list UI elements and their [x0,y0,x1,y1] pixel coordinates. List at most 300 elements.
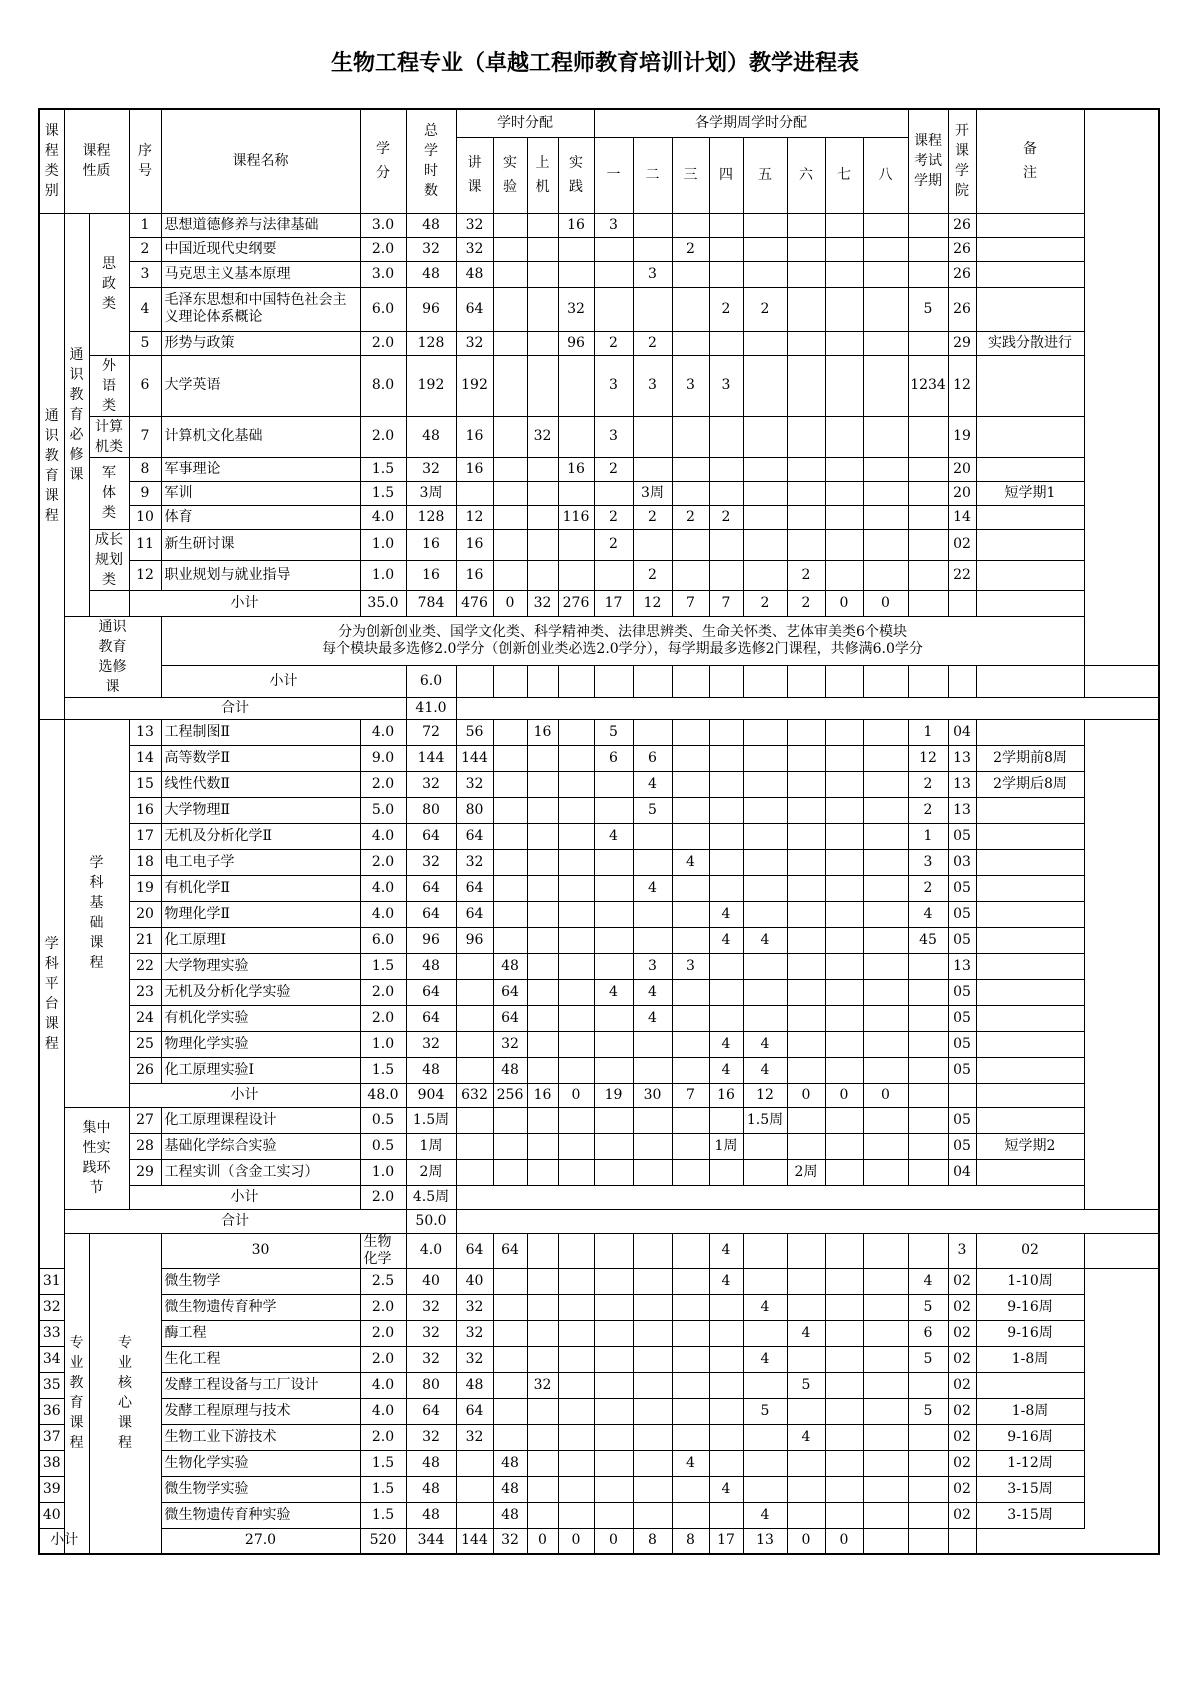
group-computer-text: 计算机类 [95,418,123,455]
course-value [825,560,863,590]
course-value: 02 [948,1372,976,1398]
course-value [493,771,527,797]
course-value: 4.0 [360,823,406,849]
course-value [743,529,787,560]
course-value: 05 [948,927,976,953]
course-name: 思想道德修养与法律基础 [161,213,360,237]
course-seq: 6 [129,355,161,416]
course-note [976,849,1084,875]
course-value: 1.5 [360,1057,406,1083]
course-value: 4.0 [360,875,406,901]
course-value [672,1107,709,1133]
course-value [527,823,558,849]
course-value [558,953,594,979]
course-value: 2 [672,237,709,261]
course-value [558,529,594,560]
course-value [863,901,908,927]
course-value: 2 [633,560,672,590]
course-value [594,287,633,331]
course-value [908,261,948,287]
course-value: 5 [743,1398,787,1424]
header-notes [976,109,1084,213]
course-value [456,1005,493,1031]
course-value [527,560,558,590]
course-value [743,213,787,237]
course-note: 3-15周 [976,1476,1084,1502]
course-note [976,505,1084,529]
course-value [456,1476,493,1502]
course-value: 2 [594,529,633,560]
course-value: 32 [406,1320,456,1346]
course-value: 5 [908,1398,948,1424]
header-notes-text: 备注 [1023,141,1038,182]
subtotal-value [863,1528,908,1554]
course-value: 12 [908,745,948,771]
course-value [908,1372,948,1398]
course-name: 微生物遗传育种实验 [161,1502,360,1528]
subtotal-value [787,665,825,697]
course-value [743,457,787,481]
header-college-text: 开课学院 [955,123,970,200]
course-value: 96 [406,287,456,331]
course-value: 05 [948,875,976,901]
total-row [39,1209,1159,1233]
subtotal-value: 7 [709,590,743,616]
course-name: 有机化学Ⅱ [161,875,360,901]
course-value: 5 [908,287,948,331]
course-value: 16 [456,457,493,481]
subtotal-value: 13 [743,1528,787,1554]
elective-row [39,616,1159,665]
course-note [976,719,1084,745]
course-value [787,771,825,797]
course-note [976,979,1084,1005]
course-name: 电工电子学 [161,849,360,875]
course-value [493,261,527,287]
course-value: 05 [948,1005,976,1031]
course-value: 144 [456,745,493,771]
course-value: 64 [406,875,456,901]
course-value [709,237,743,261]
course-value: 32 [456,771,493,797]
course-value [908,979,948,1005]
course-value: 1.5 [360,1502,406,1528]
course-value: 2.0 [360,237,406,261]
subtotal-value: 784 [406,590,456,616]
course-value [672,1233,709,1268]
course-value: 5.0 [360,797,406,823]
course-value [456,1450,493,1476]
document-title: 生物工程专业（卓越工程师教育培训计划）教学进程表 [330,51,859,76]
course-value [787,1502,825,1528]
course-value: 96 [456,927,493,953]
course-value [863,1268,908,1294]
course-name: 职业规划与就业指导 [161,560,360,590]
course-value [787,797,825,823]
subtotal-value: 0 [527,1528,558,1554]
header-experiment-text: 实验 [503,155,518,195]
course-value: 96 [406,927,456,953]
course-value: 16 [558,457,594,481]
course-value [908,1057,948,1083]
elective-description-line: 每个模块最多选修2.0学分（创新创业类必选2.0学分），每学期最多选修2门课程，共修满6.0学分 [322,640,923,657]
course-value [825,979,863,1005]
header-computer [527,137,558,213]
course-value: 05 [948,823,976,849]
course-value [825,875,863,901]
course-value: 2.0 [360,1346,406,1372]
course-value [825,1320,863,1346]
course-name: 物理化学实验 [161,1031,360,1057]
course-value [908,1005,948,1031]
header-credits-text: 学分 [376,141,391,182]
course-name: 发酵工程设备与工厂设计 [161,1372,360,1398]
course-value: 64 [456,1398,493,1424]
subtotal-spacer [89,590,129,616]
course-seq: 24 [129,1005,161,1031]
header-weekly-dist: 各学期周学时分配 [594,109,908,137]
course-value [594,1159,633,1185]
course-value: 05 [948,1031,976,1057]
course-value [456,1107,493,1133]
course-value [594,1107,633,1133]
course-row [39,1133,1159,1159]
header-seq [129,109,161,213]
course-row [39,745,1159,771]
course-value [594,927,633,953]
course-value [709,797,743,823]
course-value [709,1346,743,1372]
course-row [39,481,1159,505]
section-professional-text: 专业教育课程 [69,1335,84,1452]
course-value [709,560,743,590]
subtotal-value [594,665,633,697]
course-seq: 13 [129,719,161,745]
course-name: 马克思主义基本原理 [161,261,360,287]
course-name: 基础化学综合实验 [161,1133,360,1159]
course-value: 1.0 [360,1159,406,1185]
course-note: 1-12周 [976,1450,1084,1476]
course-value [908,505,948,529]
subtotal-label: 小计 [129,590,360,616]
course-value [527,1502,558,1528]
course-value [825,1502,863,1528]
subtotal-value: 0 [863,590,908,616]
course-note [976,416,1084,457]
course-value: 16 [527,719,558,745]
course-value: 2.0 [360,1424,406,1450]
subtotal-value: 0 [493,590,527,616]
course-value [709,771,743,797]
course-value [594,1346,633,1372]
course-row [39,1057,1159,1083]
course-value: 40 [456,1268,493,1294]
course-value: 26 [948,287,976,331]
course-value: 32 [456,213,493,237]
course-note: 9-16周 [976,1320,1084,1346]
header-category-text: 课程类别 [44,123,59,200]
course-name: 高等数学Ⅱ [161,745,360,771]
header-nature [64,109,129,213]
subtotal-value: 16 [709,1083,743,1107]
course-value [527,1346,558,1372]
course-value [709,979,743,1005]
course-value [743,1233,787,1268]
course-value [493,355,527,416]
subtotal-value [633,665,672,697]
subtotal-value: 256 [493,1083,527,1107]
course-value: 2 [633,505,672,529]
course-value [709,331,743,355]
curriculum-table [38,108,1160,1555]
section-discipline-basic-text: 学科基础课程 [89,855,104,971]
course-value: 4 [743,1031,787,1057]
course-value [672,1502,709,1528]
subtotal-value [948,665,976,697]
course-value: 2周 [787,1159,825,1185]
subtotal-value [1084,665,1159,697]
section-general-elective [64,616,161,697]
course-value [493,529,527,560]
subtotal-value: 0 [825,1083,863,1107]
course-value: 3周 [406,481,456,505]
course-value: 1周 [709,1133,743,1159]
course-value: 05 [948,979,976,1005]
course-value: 4 [633,771,672,797]
total-blank [456,1209,1159,1233]
course-value [863,1398,908,1424]
course-value [493,331,527,355]
course-value: 32 [456,849,493,875]
course-value: 02 [948,1502,976,1528]
course-value [825,953,863,979]
course-value [527,1031,558,1057]
course-value [558,849,594,875]
course-value [825,331,863,355]
header-semester: 三 [672,137,709,213]
course-value: 05 [948,901,976,927]
total-value: 41.0 [406,697,456,719]
subtotal-value [743,665,787,697]
course-value [787,1133,825,1159]
group-growth [89,529,129,590]
course-value [825,287,863,331]
course-value [787,901,825,927]
course-row [39,719,1159,745]
group-political [89,213,129,355]
course-value [527,1268,558,1294]
course-value [456,979,493,1005]
course-value: 02 [948,1398,976,1424]
course-value: 5 [908,1346,948,1372]
course-value [527,529,558,560]
course-seq: 1 [129,213,161,237]
course-value [493,797,527,823]
course-value: 32 [406,1031,456,1057]
course-value [527,1424,558,1450]
subtotal-value: 0 [863,1083,908,1107]
course-value [633,1031,672,1057]
course-value: 2 [908,797,948,823]
subtotal-value [908,590,948,616]
course-value [863,1372,908,1398]
course-value [633,1057,672,1083]
course-value [527,287,558,331]
course-row [39,1159,1159,1185]
course-value: 16 [406,560,456,590]
course-value [908,481,948,505]
course-value [787,1057,825,1083]
course-seq: 18 [129,849,161,875]
course-value: 3 [908,849,948,875]
course-note [976,213,1084,237]
course-value: 1.5周 [406,1107,456,1133]
course-seq: 35 [39,1372,64,1398]
course-value [527,213,558,237]
course-value [527,1107,558,1133]
course-value: 02 [948,1450,976,1476]
course-value: 32 [456,1424,493,1450]
course-value [527,1476,558,1502]
course-value [787,1268,825,1294]
course-value [558,1031,594,1057]
course-name: 生化工程 [161,1346,360,1372]
course-value: 4 [709,1057,743,1083]
subtotal-value [908,1528,948,1554]
course-value: 3 [594,213,633,237]
course-value: 6 [594,745,633,771]
course-value: 32 [456,331,493,355]
course-note [976,1005,1084,1031]
subtotal-value: 2.0 [360,1185,406,1209]
course-name: 生物化学 [360,1233,406,1268]
course-value: 1 [908,823,948,849]
course-value [672,1057,709,1083]
course-value [863,1476,908,1502]
subtotal-value: 30 [633,1083,672,1107]
course-value [558,1372,594,1398]
course-name: 物理化学Ⅱ [161,901,360,927]
course-value: 13 [948,953,976,979]
course-value [558,1502,594,1528]
course-value [633,1159,672,1185]
course-row [39,237,1159,261]
course-value: 64 [456,901,493,927]
course-value [787,481,825,505]
course-value [493,823,527,849]
section-general-required-text: 通识教育必修课 [69,346,84,483]
course-seq: 20 [129,901,161,927]
course-value [743,1372,787,1398]
course-value [863,1346,908,1372]
subtotal-row [39,1528,1159,1554]
course-value: 4 [633,1005,672,1031]
course-value [633,1133,672,1159]
subtotal-value: 7 [672,590,709,616]
course-note: 9-16周 [976,1424,1084,1450]
course-value [863,1133,908,1159]
course-value [825,1294,863,1320]
course-value [863,457,908,481]
course-name: 中国近现代史纲要 [161,237,360,261]
course-value [825,213,863,237]
course-value: 16 [456,416,493,457]
course-value [558,719,594,745]
course-value [743,1476,787,1502]
course-value [908,237,948,261]
course-value [456,1159,493,1185]
course-value [863,771,908,797]
course-value [743,1424,787,1450]
course-value [594,1320,633,1346]
course-value [908,1233,948,1268]
course-value [863,745,908,771]
course-value [527,901,558,927]
course-value [787,927,825,953]
course-value [558,745,594,771]
course-value [493,1320,527,1346]
course-value: 128 [406,331,456,355]
course-value: 1.5周 [743,1107,787,1133]
header-exam-text: 课程考试学期 [914,133,942,190]
course-value: 64 [456,823,493,849]
course-value: 4 [709,1233,743,1268]
course-value [743,901,787,927]
group-language-text: 外语类 [102,357,116,414]
course-value: 5 [787,1372,825,1398]
course-value [709,1005,743,1031]
course-seq: 19 [129,875,161,901]
course-value [672,1346,709,1372]
course-value [672,1476,709,1502]
section-professional [64,1233,89,1554]
course-row [39,457,1159,481]
total-blank [456,697,1159,719]
course-note [976,823,1084,849]
course-value [787,823,825,849]
course-seq: 15 [129,771,161,797]
course-row [39,1502,1159,1528]
header-semester: 八 [863,137,908,213]
course-value: 2.0 [360,416,406,457]
course-value: 05 [948,1133,976,1159]
course-value: 3 [948,1233,976,1268]
course-value: 32 [527,1372,558,1398]
course-value [594,1424,633,1450]
course-value [672,1294,709,1320]
course-value [558,1346,594,1372]
course-value [709,1372,743,1398]
course-value [633,849,672,875]
course-value: 2.0 [360,1005,406,1031]
course-value [863,1031,908,1057]
course-value [743,719,787,745]
course-value [787,237,825,261]
course-value [558,1233,594,1268]
course-value: 128 [406,505,456,529]
course-value [863,849,908,875]
course-value [825,481,863,505]
course-name: 化工原理实验Ⅰ [161,1057,360,1083]
course-value [787,1233,825,1268]
course-value [672,1005,709,1031]
course-value [709,213,743,237]
subtotal-value [672,665,709,697]
subtotal-value: 0 [558,1528,594,1554]
course-value [863,1424,908,1450]
course-value: 16 [456,560,493,590]
course-row [39,213,1159,237]
